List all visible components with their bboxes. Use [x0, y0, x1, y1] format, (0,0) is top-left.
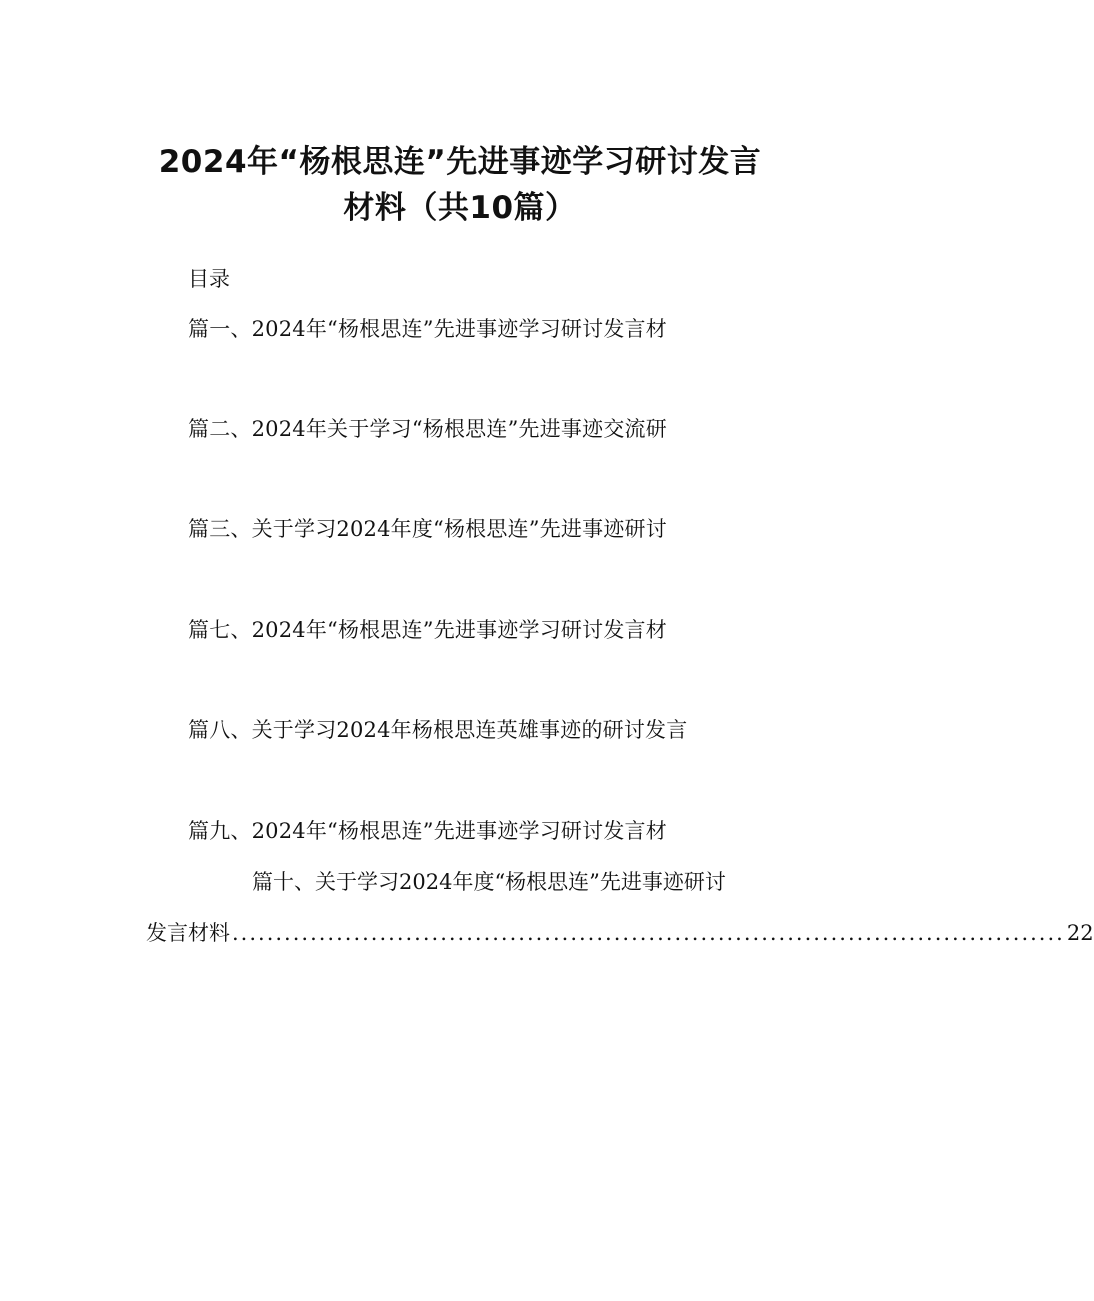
toc-entry-3[interactable]: 篇三、关于学习2024年度“杨根思连”先进事迹研讨 — [188, 517, 667, 541]
toc-entry-7[interactable]: 篇七、2024年“杨根思连”先进事迹学习研讨发言材 — [188, 618, 667, 642]
toc-entry-10-line-1[interactable]: 篇十、关于学习2024年度“杨根思连”先进事迹研讨 — [252, 870, 726, 894]
toc-entry-2[interactable]: 篇二、2024年关于学习“杨根思连”先进事迹交流研 — [188, 417, 667, 441]
toc-entry-8[interactable]: 篇八、关于学习2024年杨根思连英雄事迹的研讨发言 — [188, 718, 688, 742]
toc-entry-10-text: 发言材料 — [146, 921, 230, 945]
document-title-line-2: 材料（共10篇） — [343, 190, 577, 226]
toc-page-number: 22 — [1066, 921, 1094, 945]
toc-leader-dots: ................................................................................................ — [232, 921, 1065, 945]
toc-entry-10-line-2[interactable] — [146, 917, 1094, 947]
toc-heading: 目录 — [188, 267, 230, 291]
toc-entry-1[interactable]: 篇一、2024年“杨根思连”先进事迹学习研讨发言材 — [188, 317, 667, 341]
document-title-line-1: 2024年“杨根思连”先进事迹学习研讨发言 — [158, 144, 762, 180]
toc-entry-9[interactable]: 篇九、2024年“杨根思连”先进事迹学习研讨发言材 — [188, 819, 667, 843]
